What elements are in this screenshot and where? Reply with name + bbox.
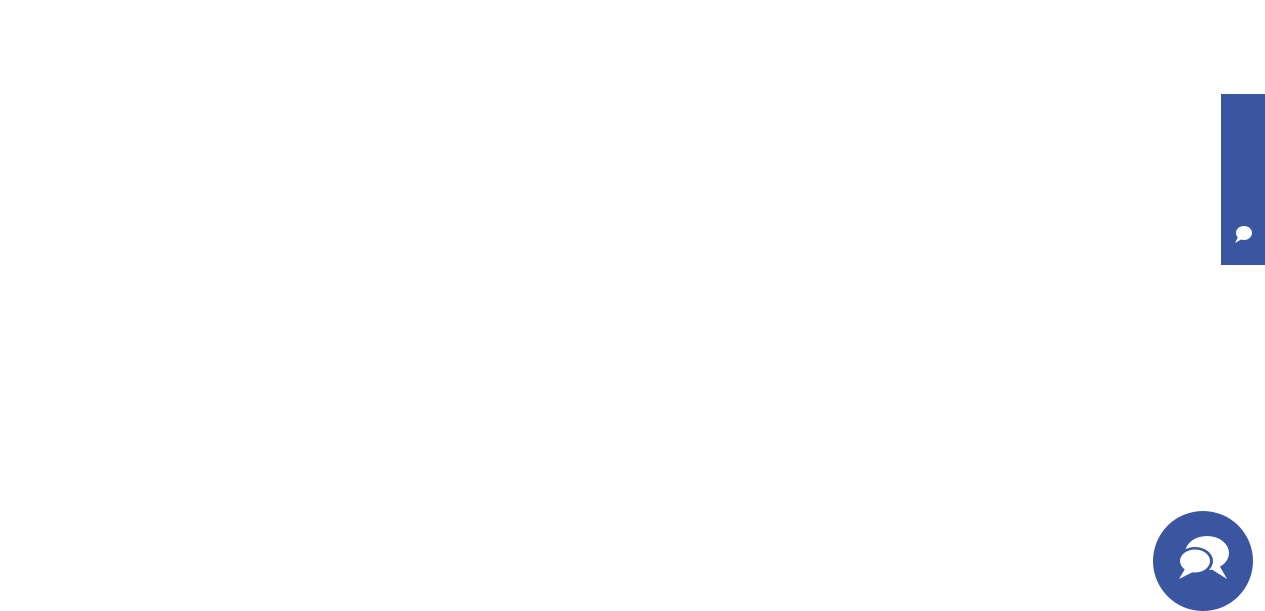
chat-bubble-icon	[1232, 223, 1254, 249]
chat-bubbles-icon	[1173, 533, 1233, 589]
chat-launcher-button[interactable]	[1153, 511, 1253, 611]
chat-with-us-tab[interactable]	[1221, 94, 1265, 265]
